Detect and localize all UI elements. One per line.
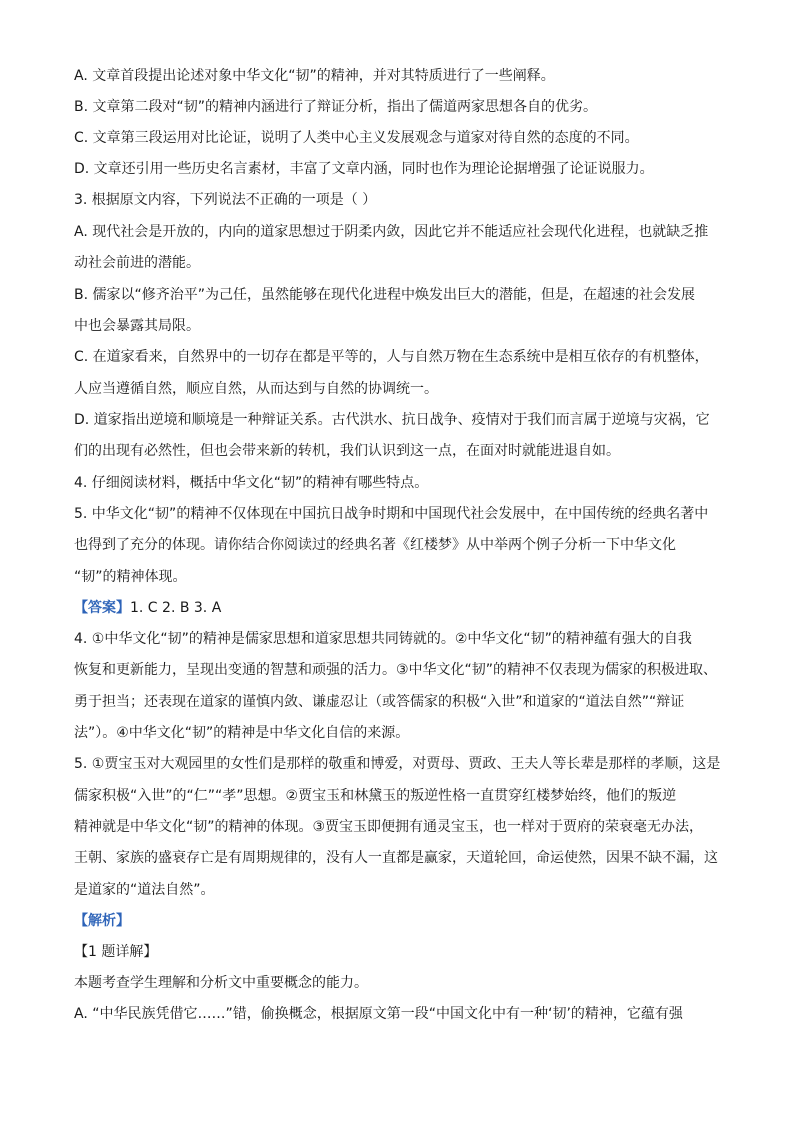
answer-5-line-5: 是道家的“道法自然”。 <box>74 882 215 898</box>
question-3: 3. 根据原文内容，下列说法不正确的一项是（ ） <box>74 192 377 208</box>
answer-4-line-3: 勇于担当；还表现在道家的谨慎内敛、谦虚忍让（或答儒家的积极“入世”和道家的“道法自然”“辩证 <box>74 694 685 710</box>
q3-option-d-line-1: D. 道家指出逆境和顺境是一种辩证关系。古代洪水、抗日战争、疫情对于我们而言属于逆境与灾祸，它 <box>74 412 710 428</box>
option-a-line: A. 文章首段提出论述对象中华文化“韧”的精神，并对其特质进行了一些阐释。 <box>74 68 555 84</box>
answer-5-line-3: 精神就是中华文化“韧”的精神的体现。③贾宝玉即便拥有通灵宝玉，也一样对于贾府的荣衰毫无办法， <box>74 819 704 835</box>
q3-option-d-line-2: 们的出现有必然性，但也会带来新的转机，我们认识到这一点，在面对时就能进退自如。 <box>74 443 620 459</box>
answer-5-line-1: 5. ①贾宝玉对大观园里的女性们是那样的敬重和博爱，对贾母、贾政、王夫人等长辈是那样的孝顺，这是 <box>74 756 721 772</box>
q3-option-c-line-2: 人应当遵循自然，顺应自然，从而达到与自然的协调统一。 <box>74 381 438 397</box>
analysis-intro: 本题考查学生理解和分析文中重要概念的能力。 <box>74 975 368 991</box>
answer-4-line-4: 法”）。④中华文化“韧”的精神是中华文化自信的来源。 <box>74 725 410 741</box>
answer-label: 【答案】 <box>74 600 130 616</box>
analysis-label: 【解析】 <box>74 913 130 929</box>
question-5-line-2: 也得到了充分的体现。请你结合你阅读过的经典名著《红楼梦》从中举两个例子分析一下中华文化 <box>74 537 676 553</box>
option-d-line: D. 文章还引用一些历史名言素材，丰富了文章内涵，同时也作为理论论据增强了论证说服力。 <box>74 161 654 177</box>
answer-line <box>74 598 221 618</box>
q3-option-c-line-1: C. 在道家看来，自然界中的一切存在都是平等的，人与自然万物在生态系统中是相互依存的有机整体， <box>74 349 709 365</box>
question-5-line-3: “韧”的精神体现。 <box>74 569 187 585</box>
analysis-option-a: A. “中华民族凭借它……”错，偷换概念，根据原文第一段“中国文化中有一种‘韧’的精神，它蕴有强 <box>74 1006 683 1022</box>
answer-4-line-2: 恢复和更新能力，呈现出变通的智慧和顽强的活力。③中华文化“韧”的精神不仅表现为儒家的积极进取、 <box>74 662 718 678</box>
detail-label: 【1 题详解】 <box>74 944 158 960</box>
q3-option-a-line-1: A. 现代社会是开放的，内向的道家思想过于阴柔内敛，因此它并不能适应社会现代化进程，也就缺乏推 <box>74 224 709 240</box>
q3-option-b-line-2: 中也会暴露其局限。 <box>74 318 200 334</box>
question-5-line-1: 5. 中华文化“韧”的精神不仅体现在中国抗日战争时期和中国现代社会发展中，在中国传统的经典名著中 <box>74 506 709 522</box>
question-4: 4. 仔细阅读材料，概括中华文化“韧”的精神有哪些特点。 <box>74 475 429 491</box>
option-c-line: C. 文章第三段运用对比论证，说明了人类中心主义发展观念与道家对待自然的态度的不同。 <box>74 130 639 146</box>
answer-5-line-2: 儒家积极“入世”的“仁”“孝”思想。②贾宝玉和林黛玉的叛逆性格一直贯穿红楼梦始终，他们的叛逆 <box>74 788 677 804</box>
q3-option-b-line-1: B. 儒家以“修齐治平”为己任，虽然能够在现代化进程中焕发出巨大的潜能，但是，在超速的社会发展 <box>74 287 696 303</box>
answer-5-line-4: 王朝、家族的盛衰存亡是有周期规律的，没有人一直都是赢家，天道轮回，命运使然，因果不缺不漏，这 <box>74 850 718 866</box>
option-b-line: B. 文章第二段对“韧”的精神内涵进行了辩证分析，指出了儒道两家思想各自的优劣。 <box>74 99 598 115</box>
answer-text: 1. C 2. B 3. A <box>130 600 222 616</box>
q3-option-a-line-2: 动社会前进的潜能。 <box>74 255 200 271</box>
answer-4-line-1: 4. ①中华文化“韧”的精神是儒家思想和道家思想共同铸就的。②中华文化“韧”的精神蕴有强大的自我 <box>74 631 692 647</box>
